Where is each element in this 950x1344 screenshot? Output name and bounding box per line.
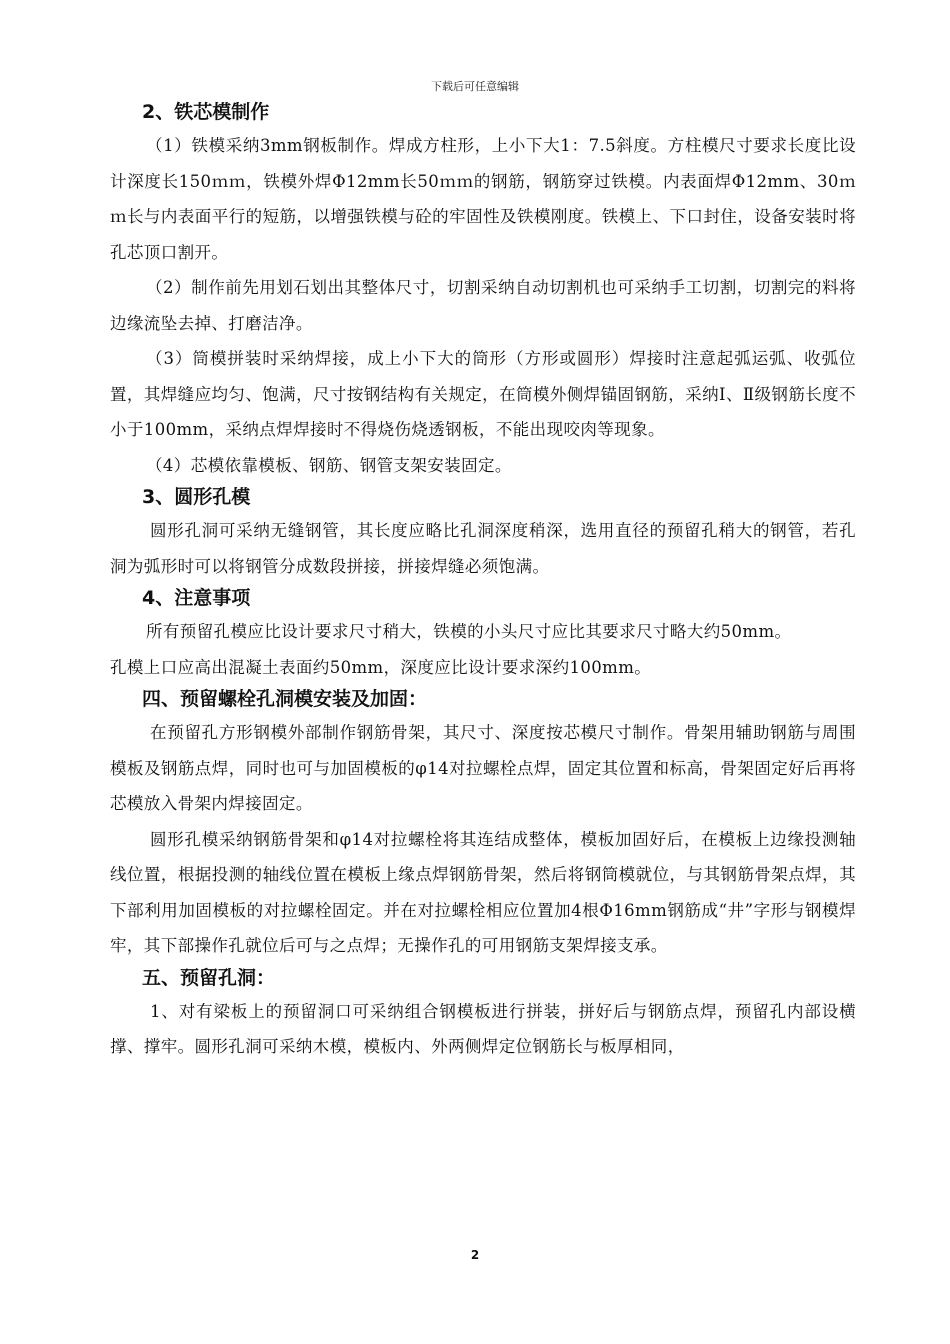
section-4-heading: 4、注意事项 (142, 587, 251, 609)
section-iv-paragraph-1: 在预留孔方形钢模外部制作钢筋骨架，其尺寸、深度按芯模尺寸制作。骨架用辅助钢筋与周围模板及钢筋点焊，同时也可与加固模板的φ14对拉螺栓点焊，固定其位置和标高，骨架固定好后再将芯模放入骨架内焊接固定。 (110, 723, 856, 813)
document-body (110, 98, 856, 1065)
section-3-heading: 3、圆形孔模 (142, 486, 251, 508)
section-iv-heading: 四、预留螺栓孔洞模安装及加固： (142, 688, 428, 710)
header-note: 下载后可任意编辑 (431, 80, 519, 93)
section-2-heading: 2、铁芯模制作 (142, 101, 270, 123)
section-4-paragraph-1: 所有预留孔模应比设计要求尺寸稍大，铁模的小头尺寸应比其要求尺寸略大约50mm。 (146, 622, 792, 641)
section-2-paragraph-1: （1）铁模采纳3mm钢板制作。焊成方柱形，上小下大1：7.5斜度。方柱模尺寸要求长度比设计深度长150ｍｍ，铁模外焊Φ12mm长50ｍｍ的钢筋，钢筋穿过铁模。内表面焊Φ12mm、30ｍｍ长与内表面平行的短筋，以增强铁模与砼的牢固性及铁模刚度。铁模上、下口封住，设备安装时将孔芯顶口割开。 (110, 136, 856, 262)
section-2-paragraph-4: （4）芯模依靠模板、钢筋、钢管支架安装固定。 (146, 455, 512, 475)
section-iv-paragraph-2: 圆形孔模采纳钢筋骨架和φ14对拉螺栓将其连结成整体，模板加固好后，在模板上边缘投测轴线位置，根据投测的轴线位置在模板上缘点焊钢筋骨架，然后将钢筒模就位，与其钢筋骨架点焊，其下部利用加固模板的对拉螺栓固定。并在对拉螺栓相应位置加4根Φ16mm钢筋成“井”字形与钢模焊牢，其下部操作孔就位后可与之点焊；无操作孔的可用钢筋支架焊接支承。 (110, 829, 856, 955)
section-3-paragraph-1: 圆形孔洞可采纳无缝钢管，其长度应略比孔洞深度稍深，选用直径的预留孔稍大的钢管，若孔洞为弧形时可以将钢管分成数段拼接，拼接焊缝必须饱满。 (110, 521, 856, 576)
page-number: 2 (470, 1248, 480, 1262)
section-v-paragraph-1: 1、对有梁板上的预留洞口可采纳组合钢模板进行拼装，拼好后与钢筋点焊，预留孔内部设横撑、撑牢。圆形孔洞可采纳木模，模板内、外两侧焊定位钢筋长与板厚相同， (110, 1001, 856, 1056)
section-2-paragraph-3: （3）筒模拼装时采纳焊接，成上小下大的筒形（方形或圆形）焊接时注意起弧运弧、收弧位置，其焊缝应均匀、饱满，尺寸按钢结构有关规定，在筒模外侧焊锚固钢筋，采纳Ⅰ、Ⅱ级钢筋长度不小于100mm，采纳点焊焊接时不得烧伤烧透钢板，不能出现咬肉等现象。 (110, 349, 856, 439)
section-4-paragraph-2: 孔模上口应高出混凝土表面约50mm，深度应比设计要求深约100mm。 (110, 657, 652, 677)
section-2-paragraph-2: （2）制作前先用划石划出其整体尺寸，切割采纳自动切割机也可采纳手工切割，切割完的料将边缘流坠去掉、打磨洁净。 (110, 278, 856, 333)
section-v-heading: 五、预留孔洞： (142, 966, 276, 989)
